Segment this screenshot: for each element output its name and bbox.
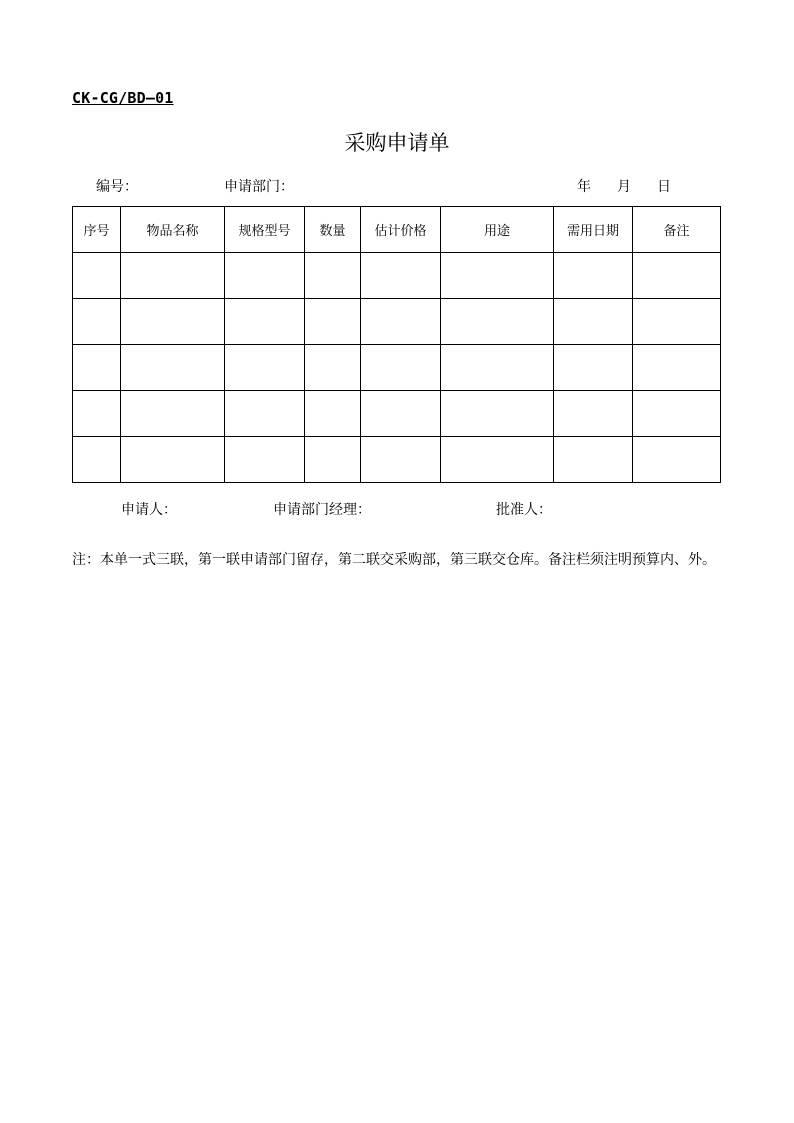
table-cell[interactable] bbox=[441, 253, 554, 299]
table-cell[interactable] bbox=[305, 253, 361, 299]
table-cell[interactable] bbox=[633, 345, 721, 391]
table-cell[interactable] bbox=[121, 253, 225, 299]
approver-label: 批准人： bbox=[496, 502, 552, 518]
header-serial: 序号 bbox=[73, 207, 121, 253]
table-cell[interactable] bbox=[225, 253, 305, 299]
header-item-name: 物品名称 bbox=[121, 207, 225, 253]
table-cell[interactable] bbox=[361, 391, 441, 437]
table-cell[interactable] bbox=[441, 391, 554, 437]
table-row bbox=[73, 391, 721, 437]
table-cell[interactable] bbox=[441, 437, 554, 483]
department-label: 申请部门： bbox=[224, 179, 294, 195]
table-cell[interactable] bbox=[633, 253, 721, 299]
number-label: 编号： bbox=[96, 179, 138, 195]
table-cell[interactable] bbox=[225, 299, 305, 345]
table-cell[interactable] bbox=[225, 437, 305, 483]
header-estimated-price: 估计价格 bbox=[361, 207, 441, 253]
table-cell[interactable] bbox=[554, 391, 633, 437]
document-code: CK-CG/BD—01 bbox=[72, 89, 174, 107]
table-cell[interactable] bbox=[121, 391, 225, 437]
table-cell[interactable] bbox=[554, 299, 633, 345]
table-cell[interactable] bbox=[73, 253, 121, 299]
table-cell[interactable] bbox=[633, 299, 721, 345]
header-purpose: 用途 bbox=[441, 207, 554, 253]
form-title: 采购申请单 bbox=[344, 131, 450, 155]
table-cell[interactable] bbox=[633, 437, 721, 483]
table-cell[interactable] bbox=[305, 299, 361, 345]
table-cell[interactable] bbox=[361, 437, 441, 483]
year-label: 年 bbox=[577, 179, 591, 195]
table-cell[interactable] bbox=[121, 345, 225, 391]
table-cell[interactable] bbox=[441, 345, 554, 391]
table-cell[interactable] bbox=[554, 253, 633, 299]
table-cell[interactable] bbox=[633, 391, 721, 437]
table-cell[interactable] bbox=[121, 437, 225, 483]
form-note: 注：本单一式三联，第一联申请部门留存，第二联交采购部，第三联交仓库。备注栏须注明预算内、外。 bbox=[72, 552, 716, 568]
table-cell[interactable] bbox=[73, 345, 121, 391]
table-cell[interactable] bbox=[361, 345, 441, 391]
table-row bbox=[73, 345, 721, 391]
header-required-date: 需用日期 bbox=[554, 207, 633, 253]
table-cell[interactable] bbox=[441, 299, 554, 345]
header-remarks: 备注 bbox=[633, 207, 721, 253]
table-cell[interactable] bbox=[121, 299, 225, 345]
table-cell[interactable] bbox=[225, 345, 305, 391]
table-cell[interactable] bbox=[554, 345, 633, 391]
table-cell[interactable] bbox=[305, 391, 361, 437]
table-cell[interactable] bbox=[361, 299, 441, 345]
table-cell[interactable] bbox=[73, 391, 121, 437]
month-label: 月 bbox=[617, 179, 631, 195]
table-cell[interactable] bbox=[73, 299, 121, 345]
table-cell[interactable] bbox=[225, 391, 305, 437]
table-cell[interactable] bbox=[361, 253, 441, 299]
table-body bbox=[73, 253, 721, 483]
header-spec-model: 规格型号 bbox=[225, 207, 305, 253]
table-header-row bbox=[73, 207, 721, 253]
table-cell[interactable] bbox=[305, 345, 361, 391]
applicant-label: 申请人： bbox=[121, 502, 177, 518]
table-cell[interactable] bbox=[73, 437, 121, 483]
header-quantity: 数量 bbox=[305, 207, 361, 253]
dept-manager-label: 申请部门经理： bbox=[273, 502, 371, 518]
purchase-items-table bbox=[72, 206, 721, 483]
table-row bbox=[73, 253, 721, 299]
table-row bbox=[73, 437, 721, 483]
table-row bbox=[73, 299, 721, 345]
table-cell[interactable] bbox=[305, 437, 361, 483]
day-label: 日 bbox=[657, 179, 671, 195]
table-cell[interactable] bbox=[554, 437, 633, 483]
